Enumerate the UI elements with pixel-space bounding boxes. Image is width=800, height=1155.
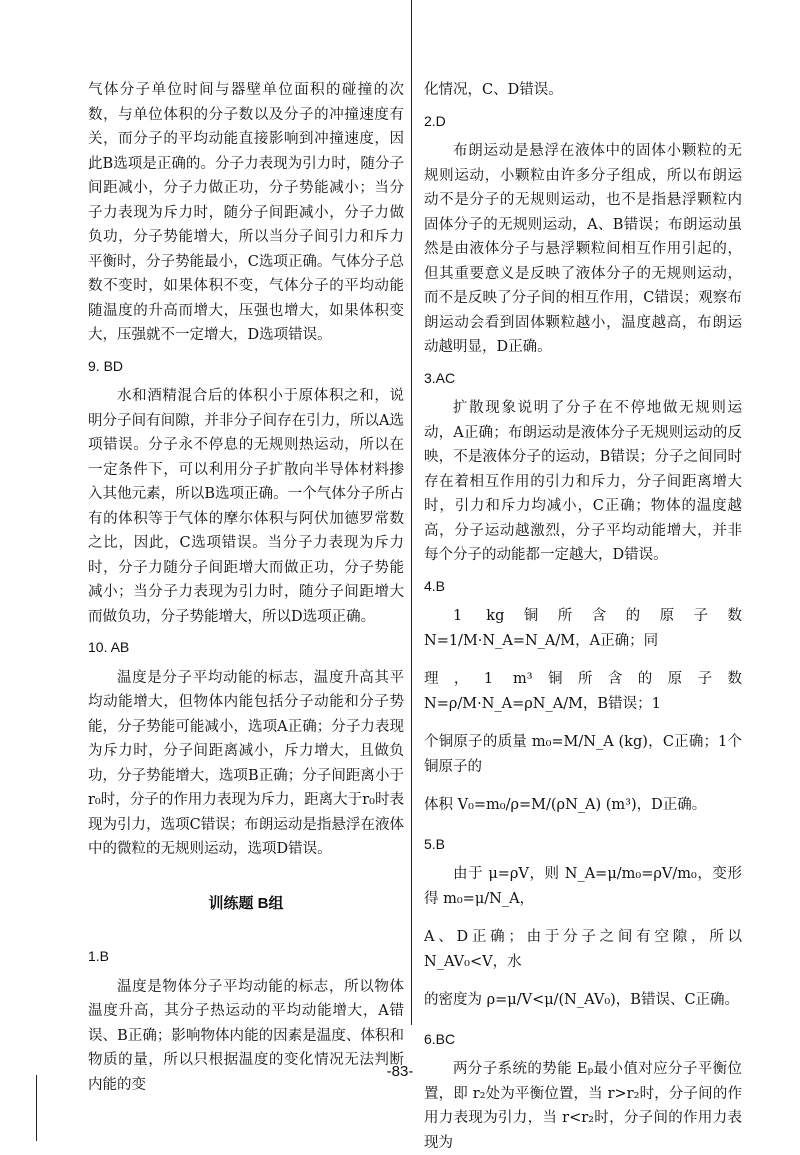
explanation-b5-line2: A、D正确；由于分子之间有空隙，所以 N_AV₀<V，水 <box>424 929 742 970</box>
page-number: -83- <box>386 1063 414 1080</box>
answer-b5: 5.B <box>424 835 446 852</box>
explanation-b2: 布朗运动是悬浮在液体中的固体小颗粒的无规则运动，小颗粒由许多分子组成，所以布朗运动不是分子的无规则运动，也不是指悬浮颗粒内固体分子的无规则运动，A、B错误；布朗运动虽然是由液体分子与悬浮颗粒间相互作用引起的，但其重要意义是反映了液体分子的无规则运动，而不是反映了分子间的相互作用，C错误；观察布朗运动会看到固体颗粒越小，温度越高，布朗运动越明显，D正确。 <box>424 143 742 355</box>
explanation-b6: 两分子系统的势能 Eₚ最小值对应分子平衡位置，即 r₂处为平衡位置，当 r>r₂时，分子间的作用力表现为引力，当 r<r₂时，分子间的作用力表现为 <box>424 1061 742 1151</box>
explanation-b5-line1: 由于 μ=ρV，则 N_A=μ/m₀=ρV/m₀，变形得 m₀=μ/N_A， <box>424 866 742 907</box>
explanation-9: 水和酒精混合后的体积小于原体积之和，说明分子间有间隙，并非分子间存在引力，所以A选项错误。分子永不停息的无规则热运动，所以在一定条件下，可以利用分子扩散向半导体材料掺入其他元素，所以B选项正确。一个气体分子所占有的体积等于气体的摩尔体积与阿伏加德罗常数之比，因此，C选项错误。当分子力表现为斥力时，分子力随分子间距增大而做正功，分子势能减小；当分子力表现为引力时，随分子间距增大而做负功，分子势能增大，所以D选项正确。 <box>88 388 404 625</box>
explanation-10: 温度是分子平均动能的标志，温度升高其平均动能增大，但物体内能包括分子动能和分子势能，分子势能可能减小，选项A正确；分子力表现为斥力时，分子间距离减小，斥力增大，且做负功，分子势能增大，选项B正确；分子间距离小于r₀时，分子的作用力表现为斥力，距离大于r₀时表现为引力，选项C错误；布朗运动是指悬浮在液体中的微粒的无规则运动，选项D错误。 <box>88 669 404 857</box>
right-column <box>424 78 742 1155</box>
explanation-b1: 温度是物体分子平均动能的标志，所以物体温度升高，其分子热运动的平均动能增大，A错误、B正确；影响物体内能的因素是温度、体积和物质的量，所以只根据温度的变化情况无法判断内能的变 <box>88 978 404 1093</box>
column-divider <box>411 0 412 1025</box>
explanation-b4-line3: 个铜原子的质量 m₀=M/N_A (kg)，C正确；1个铜原子的 <box>424 734 742 775</box>
answer-10: 10. AB <box>88 639 130 655</box>
answer-b1: 1.B <box>88 948 110 964</box>
explanation-b4-line2: 理，1 m³铜所含的原子数 N=ρ/M·N_A=ρN_A/M，B错误；1 <box>424 671 742 712</box>
section-title: 训练题 B组 <box>208 894 284 912</box>
left-column <box>88 78 404 1097</box>
explanation-b4-line1: 1 kg铜所含的原子数 N=1/M·N_A=N_A/M，A正确；同 <box>424 608 742 649</box>
answer-b6: 6.BC <box>424 1030 456 1047</box>
answer-b3: 3.AC <box>424 369 456 386</box>
explanation-b3: 扩散现象说明了分子在不停地做无规则运动，A正确；布朗运动是液体分子无规则运动的反映，不是液体分子的运动，B错误；分子之间同时存在着相互作用的引力和斥力，分子间距离增大时，引力和斥力均减小，C正确；物体的温度越高，分子运动越激烈，分子平均动能增大，并非每个分子的动能都一定越大，D错误。 <box>424 400 742 563</box>
left-margin-line <box>36 1075 37 1141</box>
paragraph-continued-right: 化情况，C、D错误。 <box>424 82 563 98</box>
paragraph-continued: 气体分子单位时间与器壁单位面积的碰撞的次数，与单位体积的分子数以及分子的冲撞速度有关，而分子的平均动能直接影响到冲撞速度，因此B选项是正确的。分子力表现为引力时，随分子间距减小，分子力做正功，分子势能减小；当分子力表现为斥力时，随分子间距减小，分子力做负功，分子势能增大，所以当分子间引力和斥力平衡时，分子势能最小，C选项正确。气体分子总数不变时，如果体积不变，气体分子的平均动能随温度的升高而增大，压强也增大，如果体积变大，压强就不一定增大，D选项错误。 <box>88 82 404 343</box>
answer-b4: 4.B <box>424 577 446 594</box>
answer-9: 9. BD <box>88 357 124 374</box>
explanation-b4-line4: 体积 V₀=m₀/ρ=M/(ρN_A) (m³)，D正确。 <box>424 797 707 813</box>
explanation-b5-line3: 的密度为 ρ=μ/V<μ/(N_AV₀)，B错误、C正确。 <box>424 992 740 1008</box>
answer-b2: 2.D <box>424 112 446 129</box>
